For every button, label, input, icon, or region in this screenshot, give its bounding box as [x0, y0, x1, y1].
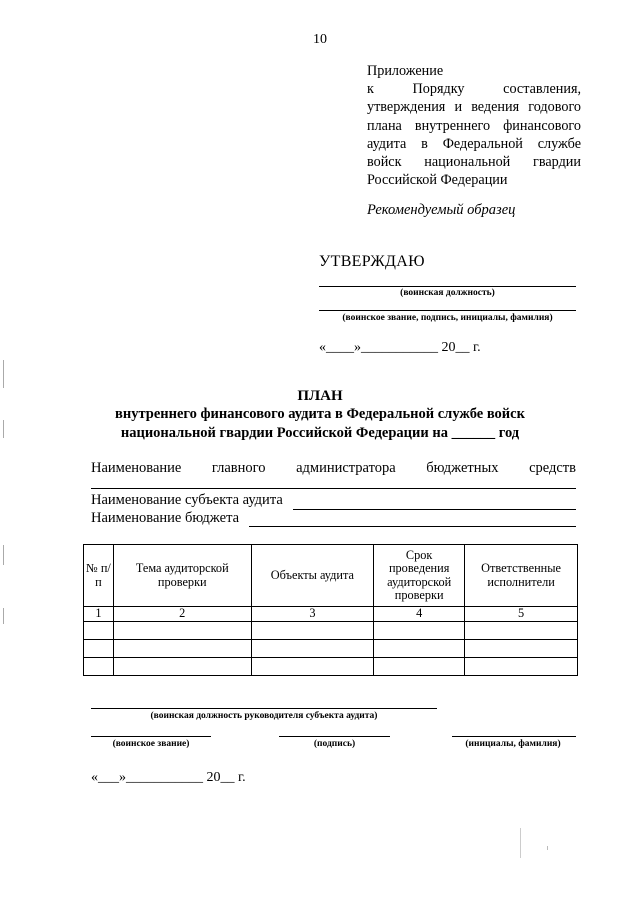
scan-artifact: [520, 828, 521, 858]
appendix-line: аудита в Федеральной службе: [367, 135, 581, 152]
table-cell[interactable]: [84, 657, 114, 675]
admin-word: средств: [529, 460, 576, 476]
position-line: [319, 286, 576, 287]
appendix-word: составления,: [503, 81, 582, 98]
plan-subtitle: [60, 405, 580, 442]
appendix-word: Порядку: [412, 81, 465, 98]
budget-field-line: [249, 526, 576, 527]
appendix-line: утверждения и ведения годового: [367, 99, 581, 116]
table-cell[interactable]: [113, 657, 251, 675]
admin-word: администратора: [296, 460, 396, 476]
plan-title: ПЛАН: [297, 388, 343, 404]
appendix-line: Российской Федерации: [367, 172, 508, 189]
scan-artifact: [3, 360, 4, 388]
table-cell[interactable]: [251, 621, 374, 639]
table-row: [84, 657, 578, 675]
table-number-row: [84, 607, 578, 622]
approval-date: «____»___________ 20__ г.: [319, 340, 481, 355]
position-caption: (воинская должность): [400, 288, 495, 298]
table-cell[interactable]: [465, 621, 578, 639]
appendix-line: плана внутреннего финансового: [367, 117, 581, 134]
admin-field-label: [91, 460, 576, 477]
col-number: 1: [84, 607, 114, 622]
rank-sign-caption: (воинское звание): [112, 739, 190, 749]
scan-artifact: [3, 420, 4, 438]
head-position-line: [91, 708, 437, 709]
rank-caption: (воинское звание, подпись, инициалы, фамилия): [342, 313, 553, 323]
plan-subtitle-line: национальной гвардии Российской Федерации на ______ год: [120, 424, 520, 441]
rank-line: [319, 310, 576, 311]
scan-artifact: [3, 545, 4, 565]
budget-field-label: Наименование бюджета: [91, 510, 240, 526]
table-cell[interactable]: [113, 621, 251, 639]
admin-word: главного: [211, 460, 266, 476]
signature-line: [279, 736, 390, 737]
col-number: 2: [113, 607, 251, 622]
plan-table: [83, 544, 578, 676]
admin-word: бюджетных: [426, 460, 499, 476]
header-term: Срок проведения аудиторской проверки: [374, 545, 465, 607]
col-number: 5: [465, 607, 578, 622]
signature-caption: (подпись): [313, 739, 356, 749]
signature-date: «___»___________ 20__ г.: [91, 770, 246, 785]
name-caption: (инициалы, фамилия): [465, 739, 561, 749]
table-row: [84, 621, 578, 639]
table-cell[interactable]: [113, 639, 251, 657]
table-cell[interactable]: [84, 621, 114, 639]
table-cell[interactable]: [374, 657, 465, 675]
header-objects: Объекты аудита: [251, 545, 374, 607]
table-cell[interactable]: [251, 639, 374, 657]
table-cell[interactable]: [251, 657, 374, 675]
head-position-caption: (воинская должность руководителя субъекта аудита): [150, 711, 378, 721]
name-line: [452, 736, 576, 737]
scan-artifact: [3, 608, 4, 624]
header-responsible: Ответственные исполнители: [465, 545, 578, 607]
table-row: [84, 639, 578, 657]
appendix-line: [367, 80, 581, 98]
header-topic: Тема аудиторской проверки: [113, 545, 251, 607]
table-cell[interactable]: [374, 639, 465, 657]
rank-sign-line: [91, 736, 211, 737]
page-number: 10: [313, 32, 327, 47]
appendix-line: Приложение: [367, 63, 444, 79]
table-cell[interactable]: [374, 621, 465, 639]
admin-field-line: [91, 488, 576, 489]
col-number: 4: [374, 607, 465, 622]
table-header-row: [84, 545, 578, 607]
header-number: № п/п: [84, 545, 114, 607]
table-cell[interactable]: [465, 657, 578, 675]
table-cell[interactable]: [84, 639, 114, 657]
scan-artifact: [547, 846, 548, 850]
plan-subtitle-line: внутреннего финансового аудита в Федеральной службе войск: [115, 406, 525, 422]
subject-field-line: [293, 509, 576, 510]
approval-heading: УТВЕРЖДАЮ: [319, 253, 425, 270]
appendix-block: [367, 62, 581, 189]
admin-word: Наименование: [91, 460, 182, 476]
subject-field-label: Наименование субъекта аудита: [91, 492, 283, 508]
appendix-line: войск национальной гвардии: [367, 154, 581, 171]
appendix-word: к: [367, 81, 374, 98]
sample-note: Рекомендуемый образец: [367, 202, 516, 218]
table-cell[interactable]: [465, 639, 578, 657]
col-number: 3: [251, 607, 374, 622]
